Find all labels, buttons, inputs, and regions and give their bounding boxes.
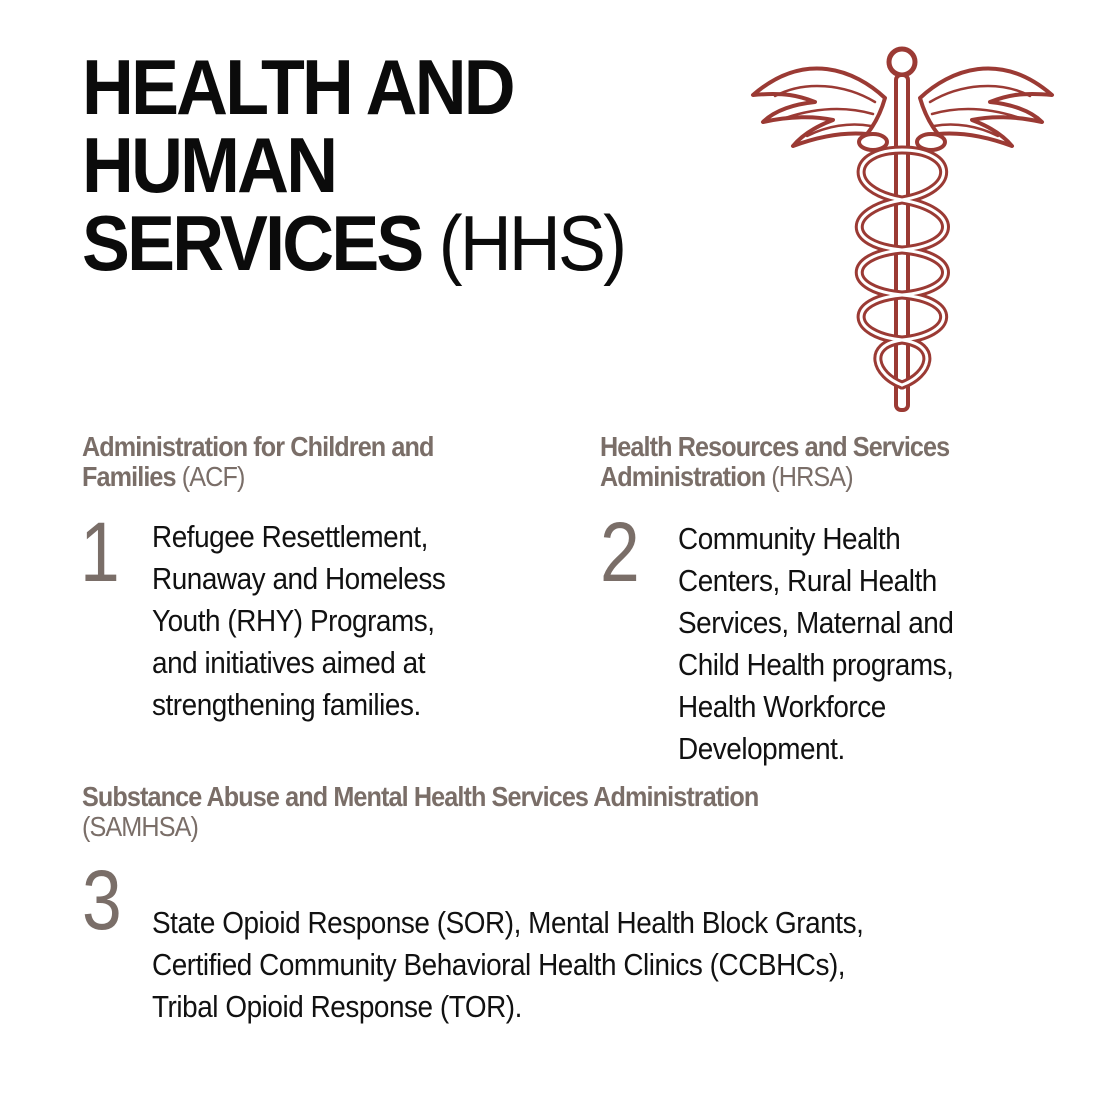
section-hrsa-heading-line-2 xyxy=(600,462,949,492)
section-acf-heading-line-2 xyxy=(82,462,434,492)
section-hrsa-body-line: Community Health xyxy=(678,521,901,556)
section-acf-number: 1 xyxy=(80,505,120,599)
section-hrsa-body-line: Services, Maternal and xyxy=(678,605,954,640)
section-acf-heading xyxy=(82,432,434,492)
section-hrsa-number: 2 xyxy=(600,505,640,599)
section-samhsa-heading-paren: (SAMHSA) xyxy=(82,811,199,842)
section-hrsa-heading-line-1: Health Resources and Services xyxy=(600,431,950,462)
section-hrsa-body xyxy=(678,518,953,770)
section-acf-heading-paren: (ACF) xyxy=(181,461,245,492)
section-samhsa-heading xyxy=(82,782,758,842)
section-acf-body-line: Youth (RHY) Programs, xyxy=(152,603,435,638)
section-samhsa-heading-line-2 xyxy=(82,812,758,842)
section-acf-body-line: Refugee Resettlement, xyxy=(152,519,428,554)
section-samhsa-body-line: Tribal Opioid Response (TOR). xyxy=(152,989,522,1024)
section-acf-body-line: strengthening families. xyxy=(152,687,421,722)
section-samhsa-body xyxy=(152,902,863,1028)
section-hrsa-body-line: Development. xyxy=(678,731,845,766)
title-line-3-main: SERVICES xyxy=(82,199,439,287)
section-hrsa-body-line: Centers, Rural Health xyxy=(678,563,937,598)
section-hrsa-heading xyxy=(600,432,949,492)
section-samhsa-body-line: State Opioid Response (SOR), Mental Health Block Grants, xyxy=(152,905,864,940)
section-samhsa-number: 3 xyxy=(82,853,122,947)
title-line-3-paren: (HHS) xyxy=(438,199,625,287)
caduceus-icon xyxy=(745,40,1060,415)
section-hrsa-heading-paren: (HRSA) xyxy=(771,461,853,492)
section-acf-body xyxy=(152,516,445,726)
title-line-3 xyxy=(82,199,625,287)
section-acf-body-line: and initiatives aimed at xyxy=(152,645,426,680)
section-samhsa-body-line: Certified Community Behavioral Health Clinics (CCBHCs), xyxy=(152,947,846,982)
section-samhsa-heading-line-1: Substance Abuse and Mental Health Services Administration xyxy=(82,781,759,812)
page-title xyxy=(82,43,625,287)
section-acf-body-line: Runaway and Homeless xyxy=(152,561,446,596)
section-acf-heading-line-1: Administration for Children and xyxy=(82,431,434,462)
section-hrsa-body-line: Child Health programs, xyxy=(678,647,954,682)
section-hrsa-body-line: Health Workforce xyxy=(678,689,886,724)
title-line-2: HUMAN xyxy=(82,121,336,209)
section-hrsa-heading-main: Administration xyxy=(600,461,772,492)
title-line-1: HEALTH AND xyxy=(82,43,513,131)
section-acf-heading-main: Families xyxy=(82,461,182,492)
